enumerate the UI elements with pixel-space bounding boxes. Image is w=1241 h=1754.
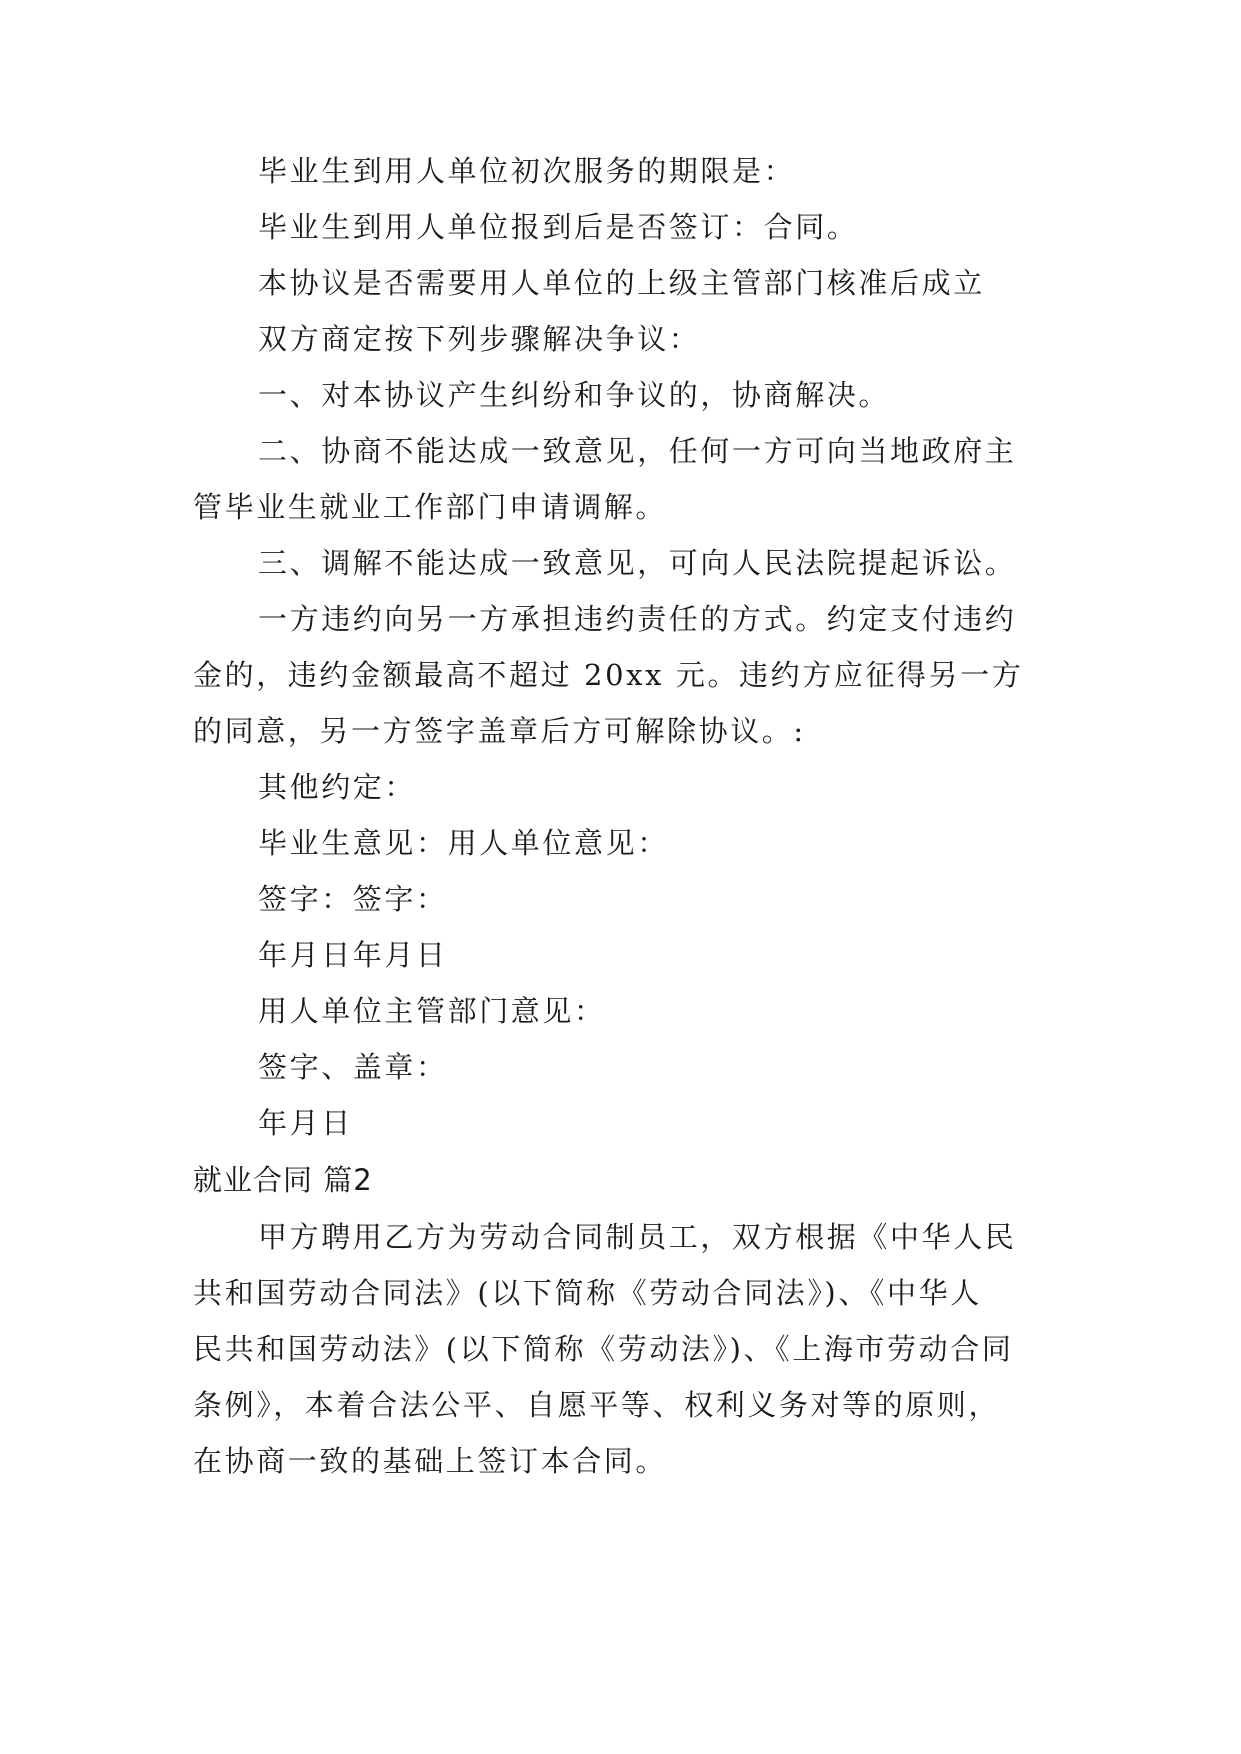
text-line: 金的，违约金额最高不超过 20xx 元。违约方应征得另一方 bbox=[193, 658, 1024, 692]
text-line: 在协商一致的基础上签订本合同。 bbox=[193, 1444, 668, 1478]
text-line: 毕业生到用人单位报到后是否签订：合同。 bbox=[258, 210, 859, 244]
text-line: 签字、盖章： bbox=[258, 1050, 448, 1084]
text-line: 甲方聘用乙方为劳动合同制员工，双方根据《中华人民 bbox=[258, 1220, 1017, 1254]
section-heading: 就业合同 篇2 bbox=[193, 1163, 373, 1197]
text-line: 用人单位主管部门意见： bbox=[258, 994, 606, 1028]
text-line: 管毕业生就业工作部门申请调解。 bbox=[193, 490, 668, 524]
text-line: 一方违约向另一方承担违约责任的方式。约定支付违约 bbox=[258, 602, 1017, 636]
text-line: 条例》，本着合法公平、自愿平等、权利义务对等的原则， bbox=[193, 1388, 1001, 1422]
text-line: 其他约定： bbox=[258, 770, 417, 804]
text-line: 民共和国劳动法》(以下简称《劳动法》)、《上海市劳动合同 bbox=[193, 1332, 1014, 1366]
text-line: 年月日 bbox=[258, 1106, 353, 1140]
text-line: 的同意，另一方签字盖章后方可解除协议。: bbox=[193, 714, 806, 748]
text-line: 共和国劳动合同法》(以下简称《劳动合同法》)、《中华人 bbox=[193, 1276, 982, 1310]
text-line: 二、协商不能达成一致意见，任何一方可向当地政府主 bbox=[258, 434, 1017, 468]
text-line: 年月日年月日 bbox=[258, 938, 448, 972]
text-line: 一、对本协议产生纠纷和争议的，协商解决。 bbox=[258, 378, 891, 412]
text-line: 本协议是否需要用人单位的上级主管部门核准后成立 bbox=[258, 266, 985, 300]
text-line: 毕业生到用人单位初次服务的期限是： bbox=[258, 154, 796, 188]
text-line: 签字：签字： bbox=[258, 882, 448, 916]
text-line: 毕业生意见：用人单位意见： bbox=[258, 826, 669, 860]
text-line: 双方商定按下列步骤解决争议： bbox=[258, 322, 701, 356]
text-line: 三、调解不能达成一致意见，可向人民法院提起诉讼。 bbox=[258, 546, 1017, 580]
